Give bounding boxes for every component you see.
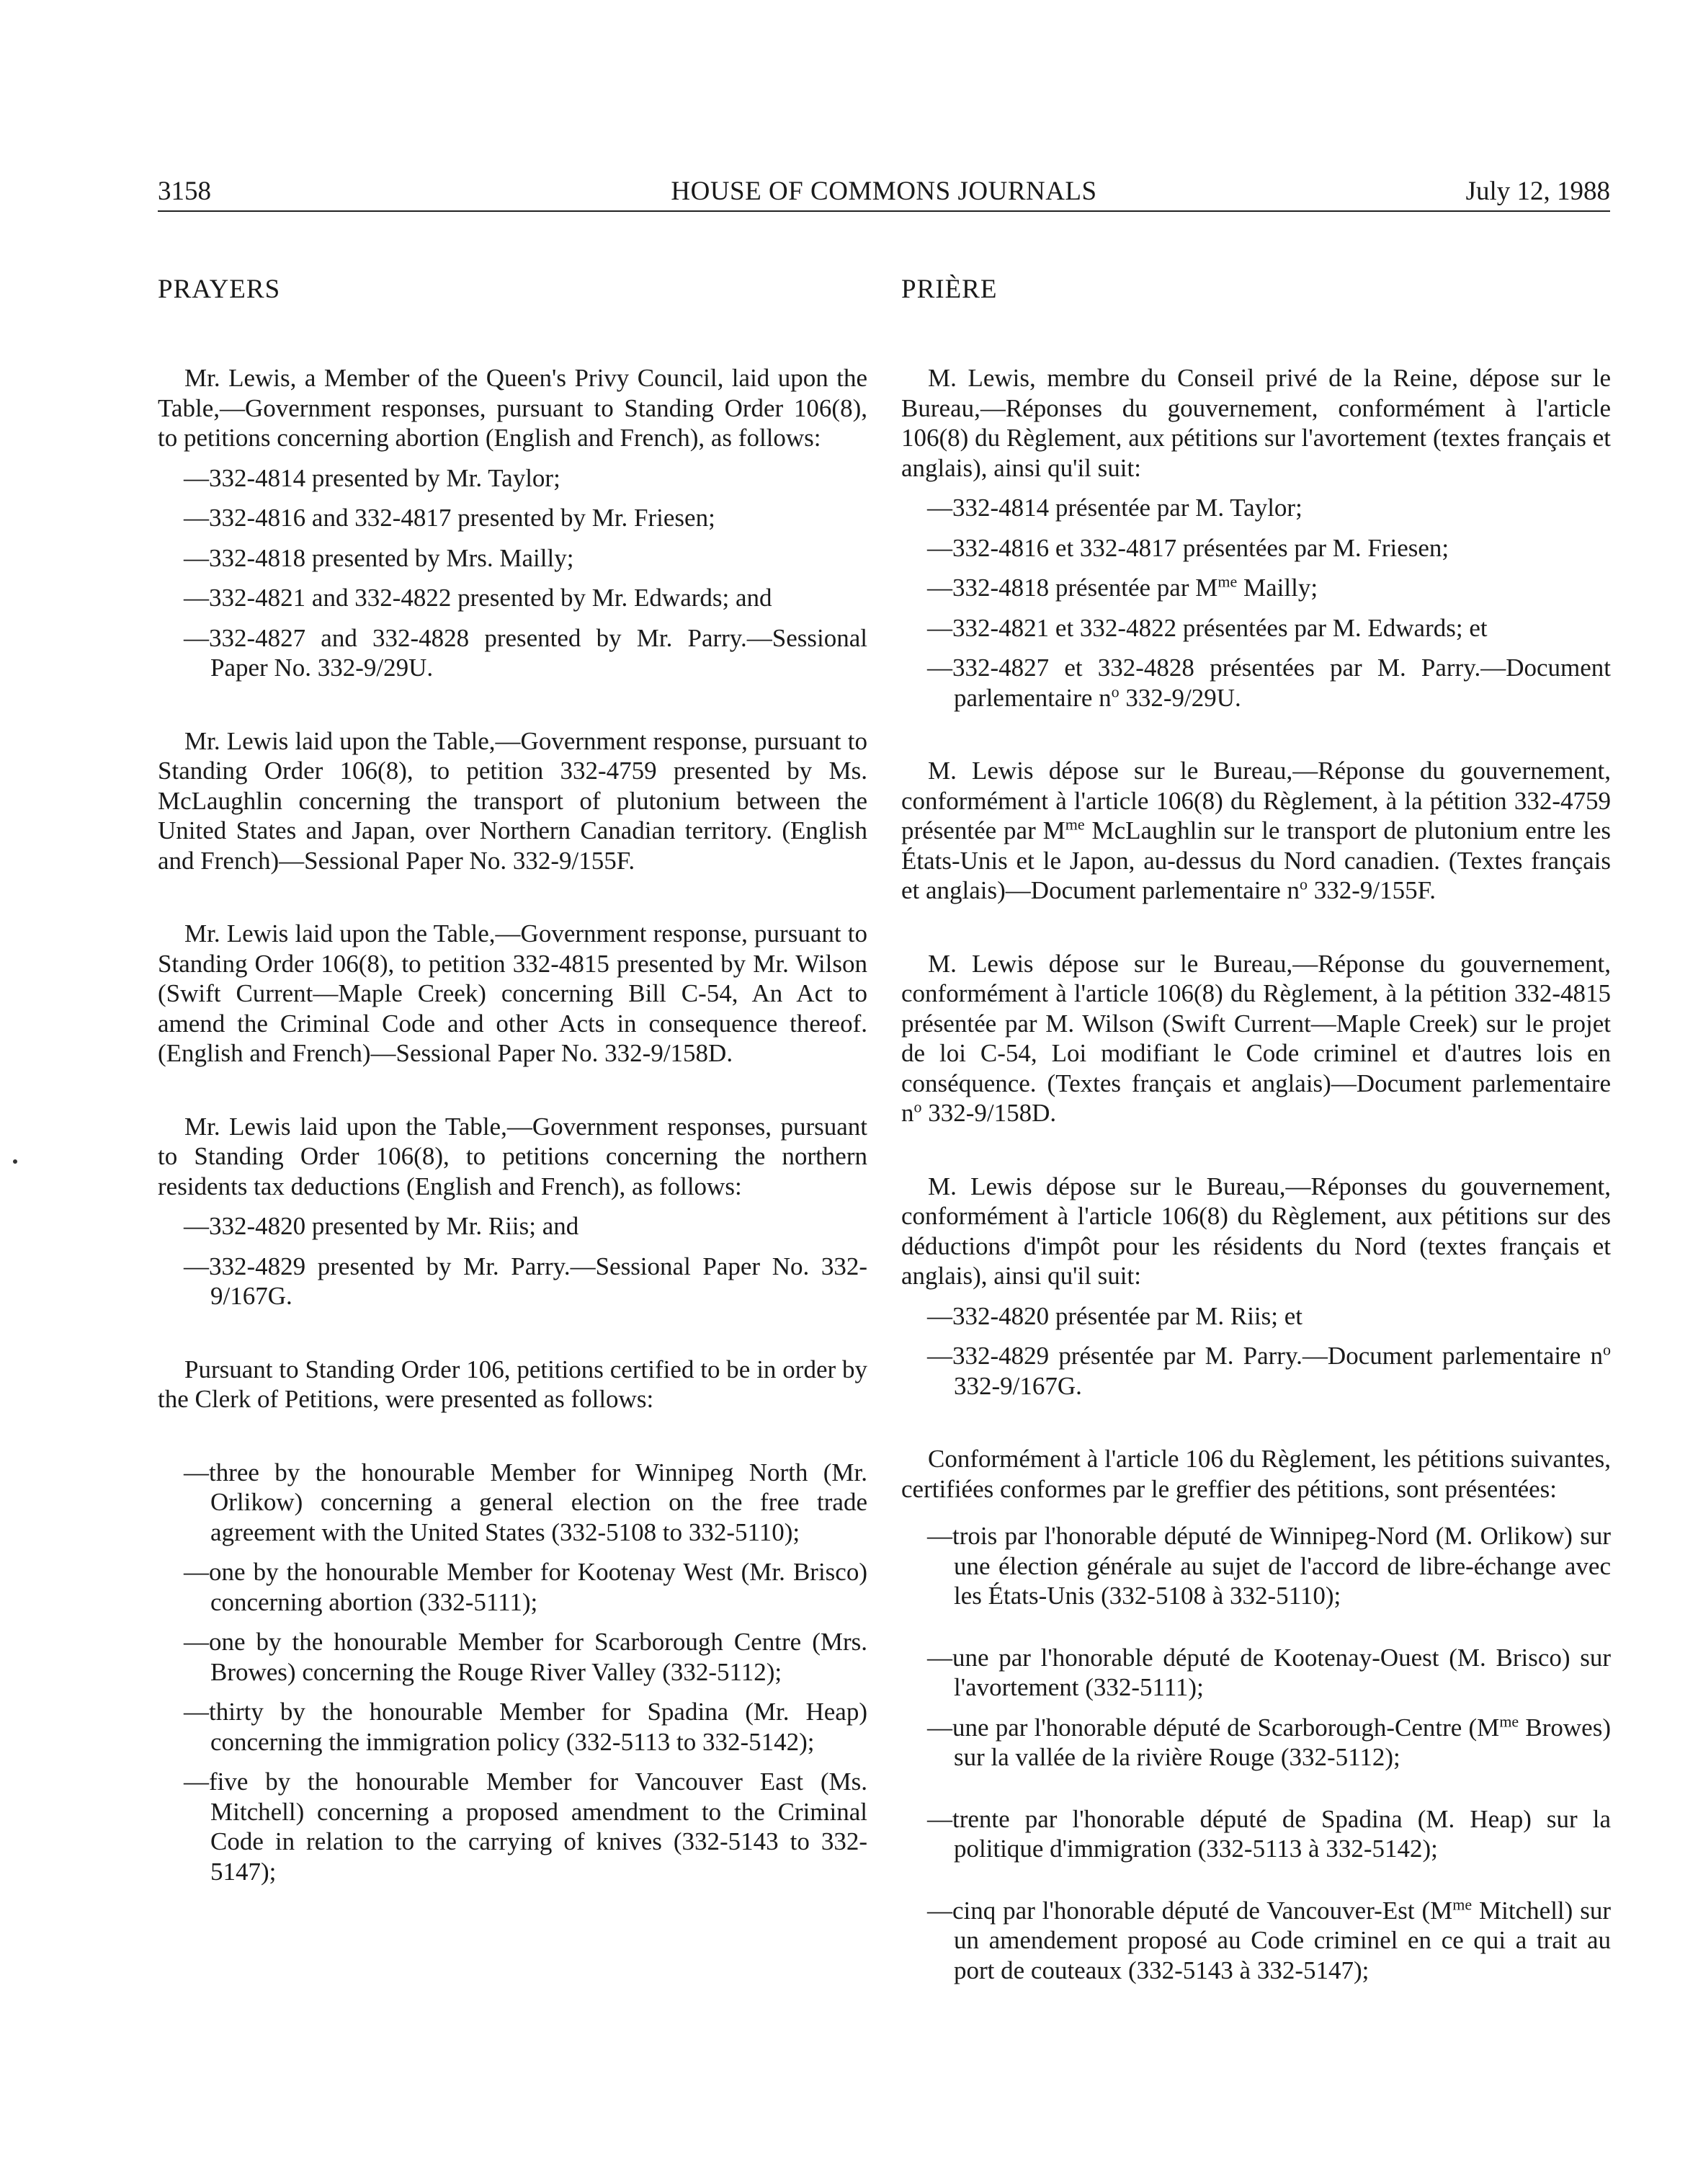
list-item: —cinq par l'honorable député de Vancouver-Est ($M^{me}$ Mitchell) sur un amendement proposé au Code criminel en ce qui a trait au port de couteaux (332-5143 à 332-5147); bbox=[927, 1894, 1611, 1984]
french-paragraph: M. Lewis dépose sur le Bureau,—Réponses du gouvernement, conformément à l'article 106(8) du Règlement, aux pétitions sur des déductions d'impôt pour les résidents du Nord (textes français et anglais), ainsi qu'il suit: bbox=[901, 1172, 1611, 1290]
french-heading: PRIÈRE bbox=[901, 275, 998, 304]
list-item: —332-4820 presented by Mr. Riis; and bbox=[184, 1212, 579, 1240]
list-item: —une par l'honorable député de Kootenay-Ouest (M. Brisco) sur l'avortement (332-5111); bbox=[927, 1643, 1611, 1701]
list-item: —332-4827 et 332-4828 présentées par M. Parry.—Document parlementaire $n^o$ 332-9/29U. bbox=[927, 654, 1611, 712]
list-item: —three by the honourable Member for Winnipeg North (Mr. Orlikow) concerning a general election on the free trade agreement with the United States (332-5108 to 332-5110); bbox=[184, 1458, 867, 1546]
list-item: —332-4814 presented by Mr. Taylor; bbox=[184, 463, 560, 492]
list-item: —332-4821 et 332-4822 présentées par M. Edwards; et bbox=[927, 613, 1488, 642]
french-paragraph: M. Lewis dépose sur le Bureau,—Réponse du gouvernement, conformément à l'article 106(8) du Règlement, à la pétition 332-4815 présentée par M. Wilson (Swift Current—Maple Creek) sur le projet de loi C-54, Loi modifiant le Code criminel et d'autres lois en conséquence. (Textes français et anglais)—Document parlementaire $n^o$ 332-9/158D. bbox=[901, 949, 1611, 1127]
french-paragraph: M. Lewis, membre du Conseil privé de la Reine, dépose sur le Bureau,—Réponses du gouvernement, conformément à l'article 106(8) du Règlement, aux pétitions sur l'avortement (textes français et anglais), ainsi qu'il suit: bbox=[901, 364, 1611, 482]
list-item: —une par l'honorable député de Scarborough-Centre ($M^{me}$ Browes) sur la vallée de la rivière Rouge (332-5112); bbox=[927, 1711, 1611, 1771]
english-paragraph: Mr. Lewis laid upon the Table,—Government response, pursuant to Standing Order 106(8), to petition 332-4815 presented by Mr. Wilson (Swift Current—Maple Creek) concerning Bill C-54, An Act to amend the Criminal Code and other Acts in consequence thereof. (English and French)—Sessional Paper No. 332-9/158D. bbox=[158, 919, 867, 1067]
list-item: —332-4816 et 332-4817 présentées par M. Friesen; bbox=[927, 533, 1449, 562]
french-paragraph: M. Lewis dépose sur le Bureau,—Réponse du gouvernement, conformément à l'article 106(8) du Règlement, à la pétition 332-4759 présentée par $M^{me}$ McLaughlin sur le transport de plutonium entre les États-Unis et le Japon, au-dessus du Nord canadien. (Textes français et anglais)—Document parlementaire $n^o$ 332-9/155F. bbox=[901, 757, 1611, 904]
list-item: —332-4821 and 332-4822 presented by Mr. Edwards; and bbox=[184, 584, 772, 612]
list-item: —332-4816 and 332-4817 presented by Mr. Friesen; bbox=[184, 504, 715, 532]
page-number: 3158 bbox=[158, 177, 211, 206]
english-paragraph: Mr. Lewis, a Member of the Queen's Privy Council, laid upon the Table,—Government responses, pursuant to Standing Order 106(8), to petitions concerning abortion (English and French), as follows: bbox=[158, 364, 867, 452]
list-item: —332-4829 presented by Mr. Parry.—Sessional Paper No. 332-9/167G. bbox=[184, 1252, 867, 1310]
english-paragraph: Mr. Lewis laid upon the Table,—Government responses, pursuant to Standing Order 106(8), to petitions concerning the northern residents tax deductions (English and French), as follows: bbox=[158, 1112, 867, 1200]
journal-date: July 12, 1988 bbox=[1465, 177, 1610, 206]
list-item: —332-4818 présentée par $M^{me}$ Mailly; bbox=[927, 572, 1318, 602]
list-item: —trois par l'honorable député de Winnipeg-Nord (M. Orlikow) sur une élection générale au sujet de l'accord de libre-échange avec les États-Unis (332-5108 à 332-5110); bbox=[927, 1522, 1611, 1610]
list-item: —one by the honourable Member for Scarborough Centre (Mrs. Browes) concerning the Rouge River Valley (332-5112); bbox=[184, 1628, 867, 1686]
list-item: —thirty by the honourable Member for Spadina (Mr. Heap) concerning the immigration policy (332-5113 to 332-5142); bbox=[184, 1698, 867, 1756]
english-column bbox=[158, 274, 867, 1886]
list-item: —trente par l'honorable député de Spadina (M. Heap) sur la politique d'immigration (332-5113 à 332-5142); bbox=[927, 1804, 1611, 1863]
french-paragraph: Conformément à l'article 106 du Règlement, les pétitions suivantes, certifiées conformes par le greffier des pétitions, sont présentées: bbox=[901, 1445, 1611, 1503]
journal-title: HOUSE OF COMMONS JOURNALS bbox=[671, 177, 1097, 206]
page-header bbox=[158, 173, 1610, 212]
margin-dot bbox=[13, 1159, 17, 1164]
list-item: —332-4820 présentée par M. Riis; et bbox=[927, 1301, 1303, 1330]
english-paragraph: Pursuant to Standing Order 106, petitions certified to be in order by the Clerk of Petitions, were presented as follows: bbox=[158, 1355, 867, 1413]
list-item: —332-4814 présentée par M. Taylor; bbox=[927, 494, 1302, 522]
french-column bbox=[901, 274, 1611, 1985]
list-item: —332-4818 presented by Mrs. Mailly; bbox=[184, 543, 574, 572]
list-item: —five by the honourable Member for Vancouver East (Ms. Mitchell) concerning a proposed amendment to the Criminal Code in relation to the carrying of knives (332-5143 to 332-5147); bbox=[184, 1768, 867, 1886]
list-item: —332-4829 présentée par M. Parry.—Document parlementaire $n^o$ 332-9/167G. bbox=[927, 1340, 1611, 1400]
list-item: —332-4827 and 332-4828 presented by Mr. Parry.—Sessional Paper No. 332-9/29U. bbox=[184, 623, 867, 682]
list-item: —one by the honourable Member for Kootenay West (Mr. Brisco) concerning abortion (332-5111); bbox=[184, 1558, 867, 1616]
english-paragraph: Mr. Lewis laid upon the Table,—Government response, pursuant to Standing Order 106(8), to petition 332-4759 presented by Ms. McLaughlin concerning the transport of plutonium between the United States and Japan, over Northern Canadian territory. (English and French)—Sessional Paper No. 332-9/155F. bbox=[158, 726, 867, 875]
english-heading: PRAYERS bbox=[158, 275, 281, 304]
